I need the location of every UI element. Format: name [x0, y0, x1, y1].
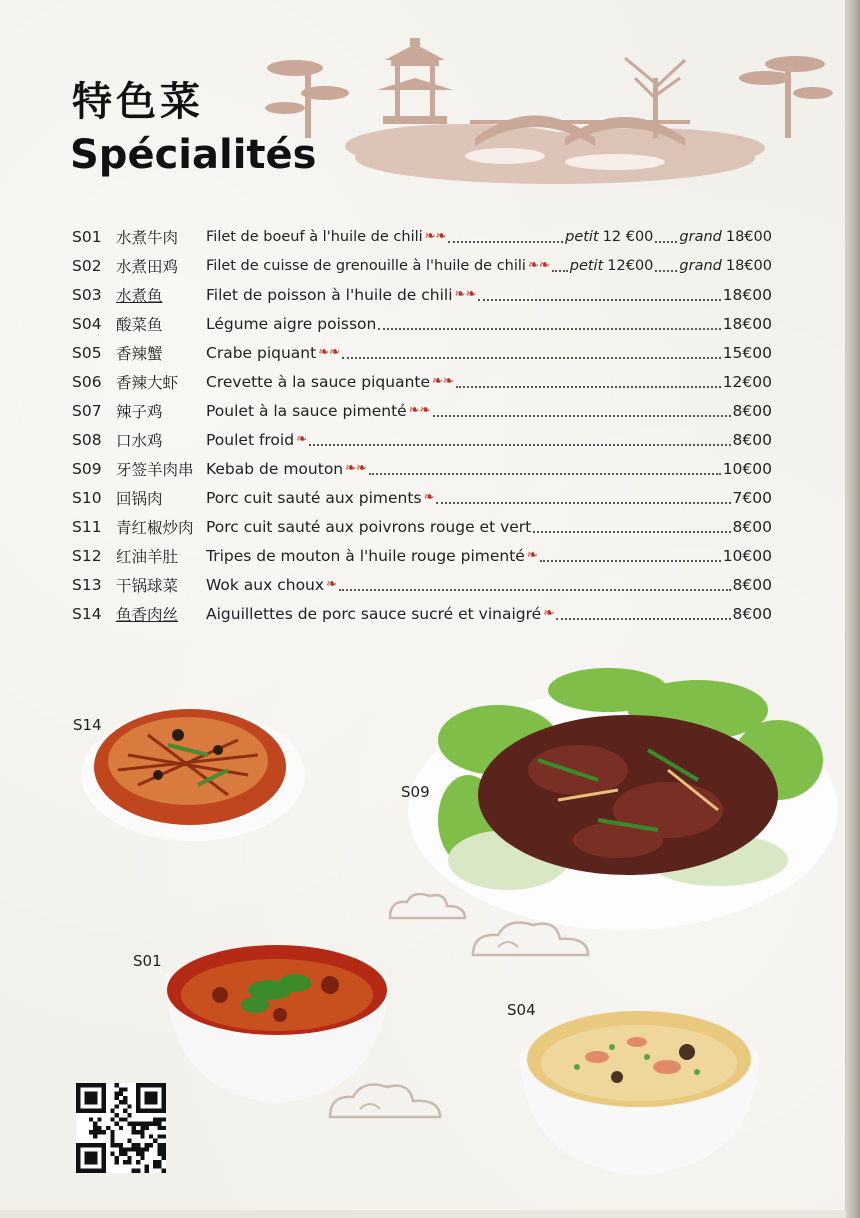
item-price: 18€00	[722, 314, 772, 333]
chili-pepper-icon: ❧❧	[318, 345, 340, 360]
dot-leader	[309, 432, 731, 446]
menu-item-s10	[72, 483, 772, 512]
item-code: S14	[72, 604, 102, 623]
price-small: 12€00	[607, 257, 654, 274]
menu-item-s12	[72, 541, 772, 570]
price-small: 12 €00	[602, 228, 654, 245]
item-code: S01	[72, 227, 102, 246]
qr-code[interactable]	[76, 1083, 166, 1173]
dot-leader	[433, 403, 731, 417]
chili-pepper-icon: ❧❧	[527, 258, 550, 273]
item-chinese-name: 辣子鸡	[116, 402, 163, 421]
price-large-label: grand	[679, 228, 722, 245]
item-chinese-name: 回锅肉	[116, 489, 163, 508]
dot-leader	[533, 519, 730, 533]
chili-pepper-icon: ❧❧	[408, 403, 431, 418]
item-code: S02	[72, 256, 102, 275]
item-code: S12	[72, 546, 102, 565]
dot-leader	[378, 316, 720, 330]
price-small-label: petit	[569, 257, 604, 274]
chili-pepper-icon: ❧	[423, 490, 435, 505]
item-code: S08	[72, 430, 102, 449]
item-description: Aiguillettes de porc sauce sucré et vinaigré	[206, 604, 542, 623]
dot-leader	[552, 258, 568, 272]
photo-label-s09: S09	[401, 783, 430, 801]
photo-label-s14: S14	[73, 716, 102, 734]
item-code: S07	[72, 401, 102, 420]
photo-label-s04: S04	[507, 1001, 536, 1019]
page-edge	[846, 0, 860, 1218]
dot-leader	[436, 490, 730, 504]
item-description: Légume aigre poisson	[206, 314, 377, 333]
item-description: Poulet à la sauce pimenté	[206, 401, 407, 420]
item-chinese-name: 青红椒炒肉	[116, 518, 194, 537]
menu-list	[72, 222, 772, 628]
menu-item-s09	[72, 454, 772, 483]
item-price: 18€00	[722, 285, 772, 304]
dot-leader	[556, 606, 730, 620]
title-chinese: 特色菜	[72, 78, 204, 125]
item-description: Tripes de mouton à l'huile rouge pimenté	[206, 546, 525, 565]
menu-item-s01	[72, 222, 772, 251]
item-description: Filet de boeuf à l'huile de chili	[206, 228, 423, 245]
price-small-label: petit	[565, 228, 599, 245]
pavilion-bridge-banner	[265, 38, 835, 198]
item-description: Filet de poisson à l'huile de chili	[206, 285, 453, 304]
item-description: Poulet froid	[206, 430, 295, 449]
dot-leader	[540, 548, 721, 562]
price-large-label: grand	[679, 257, 722, 274]
item-chinese-name: 红油羊肚	[116, 547, 179, 566]
title-french: Spécialités	[70, 132, 317, 178]
dot-leader	[456, 374, 721, 388]
item-description: Porc cuit sauté aux piments	[206, 488, 422, 507]
item-price: 8€00	[732, 401, 772, 420]
item-chinese-name: 口水鸡	[116, 431, 163, 450]
menu-item-s03	[72, 280, 772, 309]
menu-item-s13	[72, 570, 772, 599]
menu-item-s08	[72, 425, 772, 454]
item-price: 7€00	[732, 488, 772, 507]
chili-pepper-icon: ❧❧	[424, 229, 447, 244]
item-price: 8€00	[732, 430, 772, 449]
item-description: Crevette à la sauce piquante	[206, 372, 431, 391]
item-price: 10€00	[722, 459, 772, 478]
price-large: 18€00	[725, 228, 772, 245]
menu-item-s14	[72, 599, 772, 628]
item-description: Porc cuit sauté aux poivrons rouge et vert	[206, 517, 532, 536]
menu-item-s02	[72, 251, 772, 280]
chili-pepper-icon: ❧❧	[345, 461, 367, 476]
menu-item-s04	[72, 309, 772, 338]
dot-leader	[342, 345, 721, 359]
chili-pepper-icon: ❧	[326, 577, 337, 592]
item-price: 15€00	[722, 343, 772, 362]
item-code: S04	[72, 314, 102, 333]
photo-label-s01: S01	[133, 952, 162, 970]
menu-item-s05	[72, 338, 772, 367]
item-chinese-name: 鱼香肉丝	[116, 605, 179, 624]
item-description: Wok aux choux	[206, 575, 325, 594]
dot-leader	[655, 229, 677, 243]
item-code: S09	[72, 459, 102, 478]
item-chinese-name: 酸菜鱼	[116, 315, 163, 334]
item-price: 8€00	[732, 575, 772, 594]
item-description: Kebab de mouton	[206, 459, 344, 478]
dot-leader	[655, 258, 677, 272]
item-code: S06	[72, 372, 102, 391]
chili-pepper-icon: ❧❧	[432, 374, 454, 389]
item-description: Crabe piquant	[206, 343, 317, 362]
item-code: S11	[72, 517, 102, 536]
dot-leader	[339, 577, 731, 591]
item-code: S05	[72, 343, 102, 362]
price-large: 18€00	[725, 257, 772, 274]
item-price: 8€00	[732, 517, 772, 536]
item-price: 10€00	[722, 546, 772, 565]
chili-pepper-icon: ❧❧	[454, 287, 477, 302]
menu-item-s06	[72, 367, 772, 396]
item-code: S13	[72, 575, 102, 594]
dot-leader	[448, 229, 563, 243]
item-chinese-name: 水煮田鸡	[116, 257, 179, 276]
chili-pepper-icon: ❧	[526, 548, 538, 563]
item-chinese-name: 香辣蟹	[116, 344, 163, 363]
item-price: 8€00	[732, 604, 772, 623]
item-price: 12€00	[722, 372, 772, 391]
item-chinese-name: 干锅球菜	[116, 576, 179, 595]
chili-pepper-icon: ❧	[543, 606, 555, 621]
item-chinese-name: 水煮牛肉	[116, 228, 179, 247]
dish-photo-s04	[517, 997, 762, 1177]
dot-leader	[369, 461, 721, 475]
item-code: S10	[72, 488, 102, 507]
dot-leader	[478, 287, 720, 301]
item-description: Filet de cuisse de grenouille à l'huile de chili	[206, 257, 526, 274]
cloud-ornament	[385, 890, 470, 925]
menu-item-s11	[72, 512, 772, 541]
item-chinese-name: 牙签羊肉串	[116, 460, 194, 479]
item-chinese-name: 水煮鱼	[116, 286, 163, 305]
menu-item-s07	[72, 396, 772, 425]
cloud-ornament	[468, 915, 593, 965]
dish-photo-s14	[78, 695, 308, 845]
chili-pepper-icon: ❧	[296, 432, 307, 447]
item-code: S03	[72, 285, 102, 304]
cloud-ornament	[325, 1075, 445, 1125]
item-chinese-name: 香辣大虾	[116, 373, 179, 392]
